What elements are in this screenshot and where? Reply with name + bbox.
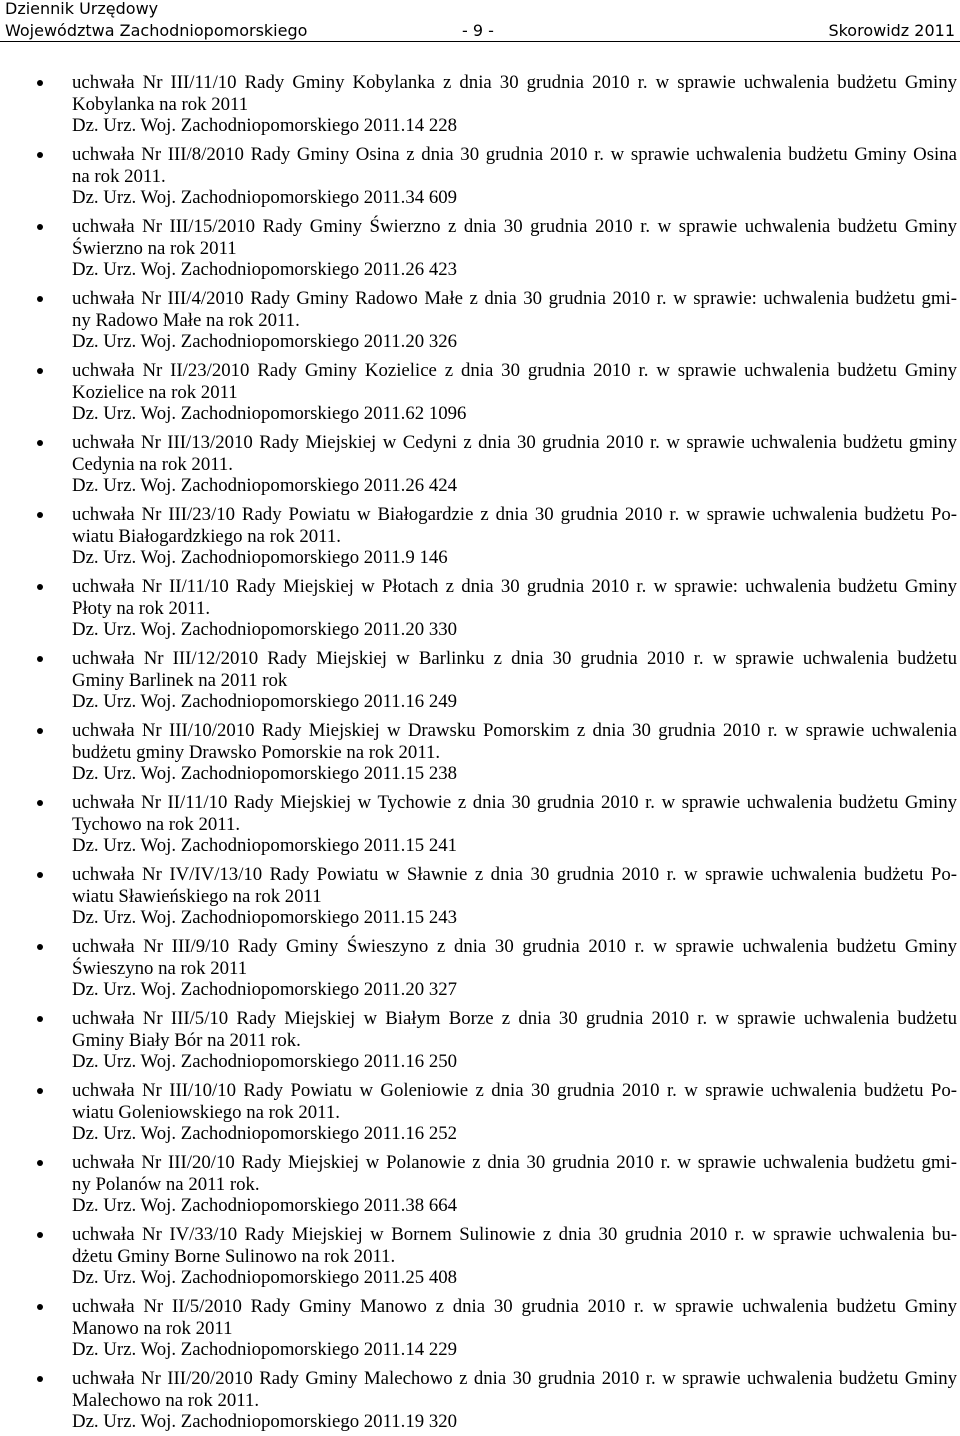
resolution-title: uchwała Nr III/4/2010 Rady Gminy Radowo Małe z dnia 30 grudnia 2010 r. w sprawie: uchwalenia budżetu gmi- [72, 288, 957, 309]
list-item [0, 1224, 960, 1289]
resolution-title: uchwała Nr III/15/2010 Rady Gminy Świerzno z dnia 30 grudnia 2010 r. w sprawie uchwalenia budżetu Gminy [72, 216, 957, 237]
publication-reference: Dz. Urz. Woj. Zachodniopomorskiego 2011.16 249 [72, 691, 458, 712]
resolution-title-continuation: wiatu Białogardzkiego na rok 2011. [72, 525, 341, 547]
publication-reference: Dz. Urz. Woj. Zachodniopomorskiego 2011.9 146 [72, 547, 448, 568]
list-bullet-icon [37, 1376, 43, 1382]
resolution-title-continuation: Manowo na rok 2011 [72, 1317, 233, 1339]
list-bullet-icon [37, 584, 43, 590]
publication-reference: Dz. Urz. Woj. Zachodniopomorskiego 2011.38 664 [72, 1195, 458, 1216]
list-item [0, 216, 960, 281]
list-bullet-icon [37, 1088, 43, 1094]
resolution-title-continuation: Świerzno na rok 2011 [72, 237, 237, 259]
publication-reference: Dz. Urz. Woj. Zachodniopomorskiego 2011.16 252 [72, 1123, 458, 1144]
list-bullet-icon [37, 800, 43, 806]
resolution-title: uchwała Nr III/5/10 Rady Miejskiej w Białym Borze z dnia 30 grudnia 2010 r. w sprawie uchwalenia budżetu [72, 1008, 957, 1029]
resolution-title: uchwała Nr III/12/2010 Rady Miejskiej w Barlinku z dnia 30 grudnia 2010 r. w sprawie uchwalenia budżetu [72, 648, 957, 669]
publication-reference: Dz. Urz. Woj. Zachodniopomorskiego 2011.34 609 [72, 187, 458, 208]
list-bullet-icon [37, 1016, 43, 1022]
resolution-title-continuation: Świeszyno na rok 2011 [72, 957, 248, 979]
list-item [0, 720, 960, 785]
resolution-title: uchwała Nr III/8/2010 Rady Gminy Osina z dnia 30 grudnia 2010 r. w sprawie uchwalenia budżetu Gminy Osina [72, 144, 957, 165]
resolution-title: uchwała Nr IV/33/10 Rady Miejskiej w Bornem Sulinowie z dnia 30 grudnia 2010 r. w sprawie uchwalenia bu- [72, 1224, 957, 1245]
list-bullet-icon [37, 1304, 43, 1310]
publication-reference: Dz. Urz. Woj. Zachodniopomorskiego 2011.62 1096 [72, 403, 467, 424]
resolution-title-continuation: Gminy Barlinek na 2011 rok [72, 669, 288, 691]
list-bullet-icon [37, 728, 43, 734]
publication-reference: Dz. Urz. Woj. Zachodniopomorskiego 2011.15 238 [72, 763, 458, 784]
resolution-title: uchwała Nr II/11/10 Rady Miejskiej w Płotach z dnia 30 grudnia 2010 r. w sprawie: uchwalenia budżetu Gminy [72, 576, 957, 597]
list-item [0, 72, 960, 137]
publication-reference: Dz. Urz. Woj. Zachodniopomorskiego 2011.20 327 [72, 979, 458, 1000]
publication-reference: Dz. Urz. Woj. Zachodniopomorskiego 2011.15 243 [72, 907, 458, 928]
resolution-title-continuation: budżetu gminy Drawsko Pomorskie na rok 2011. [72, 741, 441, 763]
list-item [0, 1008, 960, 1073]
list-item [0, 576, 960, 641]
resolution-title: uchwała Nr II/5/2010 Rady Gminy Manowo z dnia 30 grudnia 2010 r. w sprawie uchwalenia budżetu Gminy [72, 1296, 957, 1317]
publication-reference: Dz. Urz. Woj. Zachodniopomorskiego 2011.19 320 [72, 1411, 458, 1432]
resolution-title: uchwała Nr II/23/2010 Rady Gminy Kozielice z dnia 30 grudnia 2010 r. w sprawie uchwalenia budżetu Gminy [72, 360, 957, 381]
list-item [0, 792, 960, 857]
list-item [0, 504, 960, 569]
resolution-title-continuation: na rok 2011. [72, 165, 166, 187]
list-bullet-icon [37, 440, 43, 446]
resolution-title-continuation: Kobylanka na rok 2011 [72, 93, 249, 115]
list-bullet-icon [37, 368, 43, 374]
list-item [0, 144, 960, 209]
publication-reference: Dz. Urz. Woj. Zachodniopomorskiego 2011.26 424 [72, 475, 458, 496]
publication-reference: Dz. Urz. Woj. Zachodniopomorskiego 2011.14 229 [72, 1339, 458, 1360]
list-bullet-icon [37, 872, 43, 878]
header-rule [0, 41, 960, 42]
resolution-title: uchwała Nr II/11/10 Rady Miejskiej w Tychowie z dnia 30 grudnia 2010 r. w sprawie uchwalenia budżetu Gminy [72, 792, 957, 813]
list-item [0, 360, 960, 425]
publication-reference: Dz. Urz. Woj. Zachodniopomorskiego 2011.15 241 [72, 835, 458, 856]
publication-reference: Dz. Urz. Woj. Zachodniopomorskiego 2011.14 228 [72, 115, 458, 136]
list-item [0, 648, 960, 713]
resolution-title-continuation: dżetu Gminy Borne Sulinowo na rok 2011. [72, 1245, 396, 1267]
resolution-title: uchwała Nr III/10/10 Rady Powiatu w Goleniowie z dnia 30 grudnia 2010 r. w sprawie uchwalenia budżetu Po- [72, 1080, 957, 1101]
resolution-title-continuation: ny Polanów na 2011 rok. [72, 1173, 260, 1195]
publication-reference: Dz. Urz. Woj. Zachodniopomorskiego 2011.25 408 [72, 1267, 458, 1288]
resolution-title: uchwała Nr III/11/10 Rady Gminy Kobylanka z dnia 30 grudnia 2010 r. w sprawie uchwalenia budżetu Gminy [72, 72, 957, 93]
list-bullet-icon [37, 80, 43, 86]
resolution-title: uchwała Nr III/13/2010 Rady Miejskiej w Cedyni z dnia 30 grudnia 2010 r. w sprawie uchwalenia budżetu gminy [72, 432, 957, 453]
publication-reference: Dz. Urz. Woj. Zachodniopomorskiego 2011.26 423 [72, 259, 458, 280]
resolution-list [0, 72, 960, 1436]
page-number: - 9 - [462, 20, 494, 40]
index-title: Skorowidz 2011 [828, 20, 955, 40]
resolution-title-continuation: Tychowo na rok 2011. [72, 813, 241, 835]
resolution-title-continuation: Gminy Biały Bór na 2011 rok. [72, 1029, 301, 1051]
resolution-title: uchwała Nr III/20/10 Rady Miejskiej w Polanowie z dnia 30 grudnia 2010 r. w sprawie uchwalenia budżetu gmi- [72, 1152, 957, 1173]
list-bullet-icon [37, 944, 43, 950]
list-bullet-icon [37, 1232, 43, 1238]
resolution-title-continuation: wiatu Sławieńskiego na rok 2011 [72, 885, 322, 907]
list-item [0, 1080, 960, 1145]
publication-reference: Dz. Urz. Woj. Zachodniopomorskiego 2011.20 330 [72, 619, 458, 640]
list-item [0, 1296, 960, 1361]
resolution-title-continuation: Kozielice na rok 2011 [72, 381, 238, 403]
list-item [0, 288, 960, 353]
list-bullet-icon [37, 512, 43, 518]
publication-reference: Dz. Urz. Woj. Zachodniopomorskiego 2011.20 326 [72, 331, 458, 352]
resolution-title: uchwała Nr III/23/10 Rady Powiatu w Białogardzie z dnia 30 grudnia 2010 r. w sprawie uchwalenia budżetu Po- [72, 504, 957, 525]
resolution-title-continuation: Cedynia na rok 2011. [72, 453, 233, 475]
list-item [0, 864, 960, 929]
publication-reference: Dz. Urz. Woj. Zachodniopomorskiego 2011.16 250 [72, 1051, 458, 1072]
list-item [0, 432, 960, 497]
resolution-title-continuation: Malechowo na rok 2011. [72, 1389, 260, 1411]
list-item [0, 1152, 960, 1217]
journal-region: Województwa Zachodniopomorskiego [5, 20, 308, 40]
list-bullet-icon [37, 656, 43, 662]
resolution-title: uchwała Nr III/20/2010 Rady Gminy Malechowo z dnia 30 grudnia 2010 r. w sprawie uchwalenia budżetu Gminy [72, 1368, 957, 1389]
journal-title: Dziennik Urzędowy [5, 0, 159, 18]
resolution-title-continuation: ny Radowo Małe na rok 2011. [72, 309, 300, 331]
list-bullet-icon [37, 1160, 43, 1166]
resolution-title-continuation: wiatu Goleniowskiego na rok 2011. [72, 1101, 340, 1123]
list-bullet-icon [37, 224, 43, 230]
resolution-title: uchwała Nr IV/IV/13/10 Rady Powiatu w Sławnie z dnia 30 grudnia 2010 r. w sprawie uchwalenia budżetu Po- [72, 864, 957, 885]
resolution-title: uchwała Nr III/9/10 Rady Gminy Świeszyno z dnia 30 grudnia 2010 r. w sprawie uchwalenia budżetu Gminy [72, 936, 957, 957]
list-bullet-icon [37, 296, 43, 302]
list-item [0, 936, 960, 1001]
resolution-title-continuation: Płoty na rok 2011. [72, 597, 211, 619]
list-bullet-icon [37, 152, 43, 158]
list-item [0, 1368, 960, 1433]
resolution-title: uchwała Nr III/10/2010 Rady Miejskiej w Drawsku Pomorskim z dnia 30 grudnia 2010 r. w sprawie uchwalenia [72, 720, 957, 741]
